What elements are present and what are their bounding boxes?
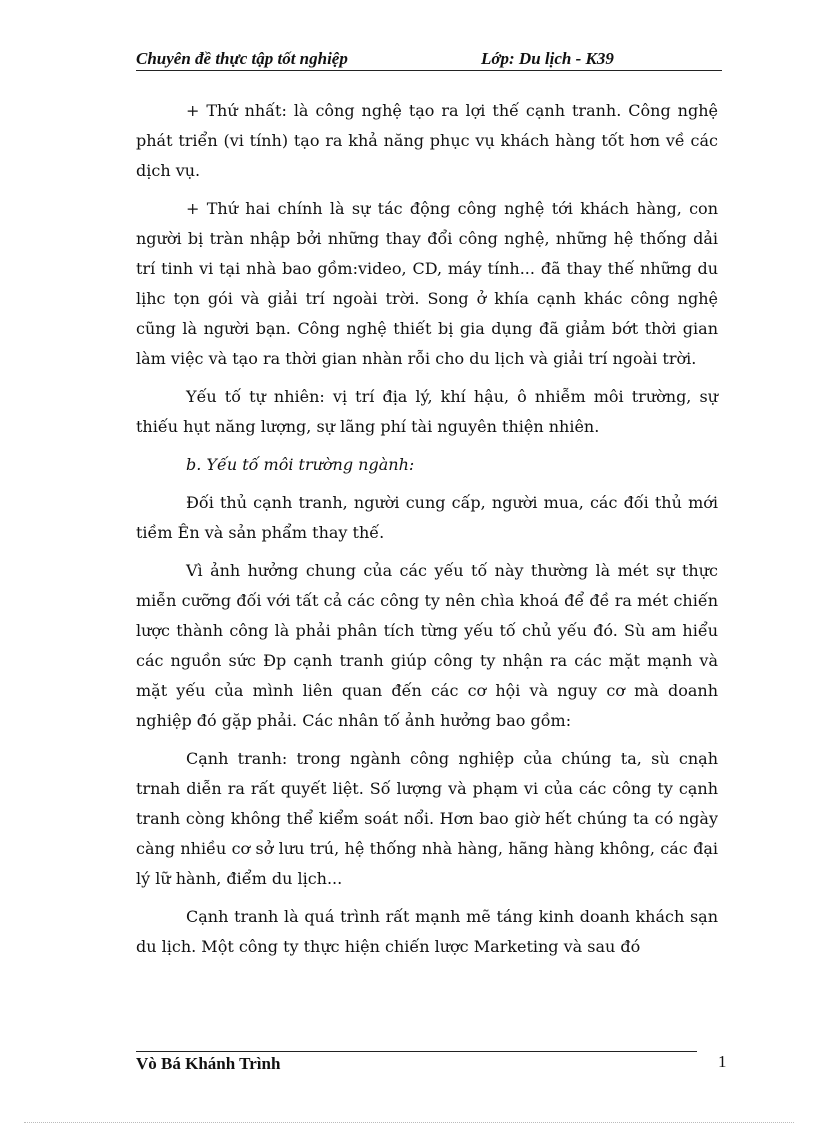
- footer-divider: [136, 1051, 697, 1052]
- header-course-title: Chuyên đề thực tập tốt nghiệp: [136, 49, 348, 68]
- page-number: 1: [718, 1052, 727, 1071]
- header-class-label: Lớp: Du lịch - K39: [481, 49, 614, 68]
- paragraph-competition: Cạnh tranh: trong ngành công nghiệp của chúng ta, sù cnạh trnah diễn ra rất quyết liệt. Số lượng và phạm vi của các công ty cạnh tranh còng không thể kiểm soát nổi. Hơn bao giờ hết chúng ta có ngày càng nhiều cơ sở lưu trú, hệ thống nhà hàng, hãng hàng không, các đại lý lữ hành, điểm du lịch...: [136, 749, 718, 888]
- subheading-industry-environment: b. Yếu tố môi trường ngành:: [186, 455, 415, 474]
- document-body: [136, 96, 718, 970]
- footer-author: Vò Bá Khánh Trình: [136, 1054, 281, 1073]
- page-header: [136, 48, 722, 71]
- paragraph-natural-factors: Yếu tố tự nhiên: vị trí địa lý, khí hậu, ô nhiễm môi trường, sự thiếu hụt năng lượng, sự lãng phí tài nguyên thiện nhiên.: [136, 387, 718, 436]
- paragraph-technology-advantage: + Thứ nhất: là công nghệ tạo ra lợi thế cạnh tranh. Công nghệ phát triển (vi tính) tạo ra khả năng phục vụ khách hàng tốt hơn về các dịch vụ.: [136, 101, 718, 180]
- paragraph-competition-process: Cạnh tranh là quá trình rất mạnh mẽ táng kinh doanh khách sạn du lịch. Một công ty thực hiện chiến lược Marketing và sau đó: [136, 907, 718, 956]
- paragraph-influence: Vì ảnh hưởng chung của các yếu tố này thường là mét sự thực miễn cưỡng đối với tất cả các công ty nên chìa khoá để đề ra mét chiến lược thành công là phải phân tích từng yếu tố chủ yếu đó. Sù am hiểu các nguồn sức Ðp cạnh tranh giúp công ty nhận ra các mặt mạnh và mặt yếu của mình liên quan đến các cơ hội và nguy cơ mà doanh nghiệp đó gặp phải. Các nhân tố ảnh hưởng bao gồm:: [136, 561, 718, 730]
- paragraph-technology-impact: + Thứ hai chính là sự tác động công nghệ tới khách hàng, con người bị tràn nhập bởi những thay đổi công nghệ, những hệ thống dải trí tinh vi tại nhà bao gồm:video, CD, máy tính... đã thay thế những du lịhc tọn gói và giải trí ngoài trời. Song ở khía cạnh khác công nghệ cũng là người bạn. Công nghệ thiết bị gia dụng đã giảm bớt thời gian làm việc và tạo ra thời gian nhàn rỗi cho du lịch và giải trí ngoài trời.: [136, 199, 718, 368]
- paragraph-competitors: Đối thủ cạnh tranh, người cung cấp, người mua, các đối thủ mới tiềm Ên và sản phẩm thay thế.: [136, 493, 718, 542]
